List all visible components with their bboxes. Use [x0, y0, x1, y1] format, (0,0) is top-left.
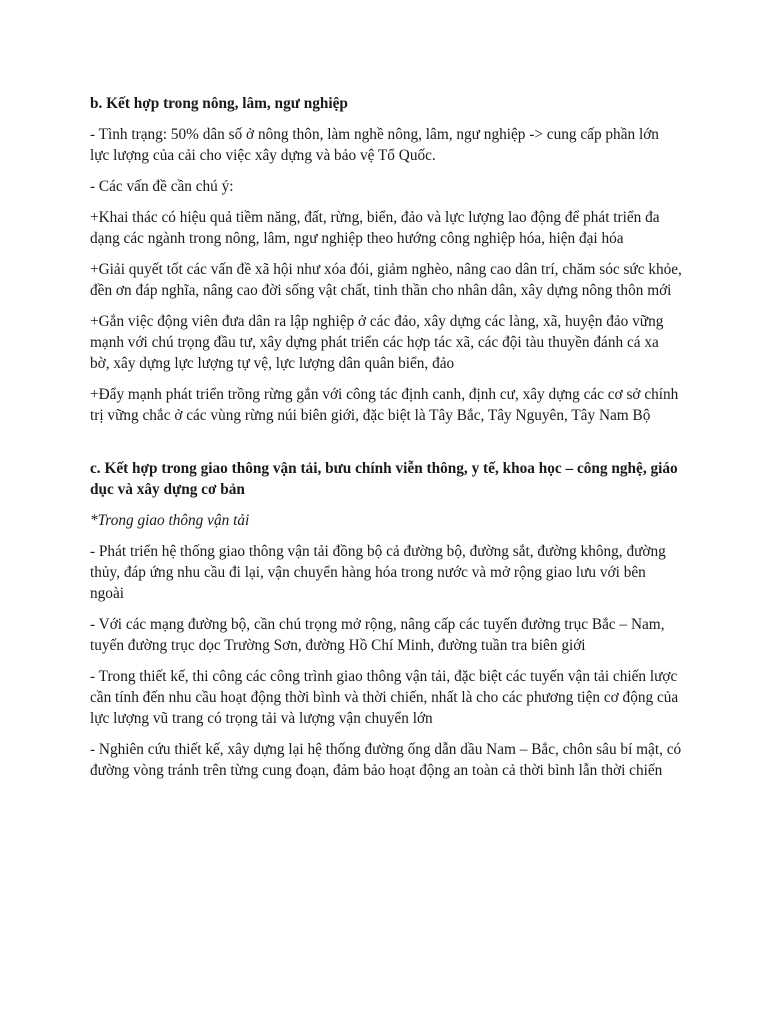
- section-b-heading: b. Kết hợp trong nông, lâm, ngư nghiệp: [90, 95, 348, 112]
- section-c-heading: c. Kết hợp trong giao thông vận tải, bưu chính viễn thông, y tế, khoa học – công nghệ, giáo dục và xây dựng cơ bản: [90, 460, 678, 498]
- section-b-paragraph: +Đẩy mạnh phát triển trồng rừng gắn với công tác định canh, định cư, xây dựng các cơ sở chính trị vững chắc ở các vùng rừng núi biên giới, đặc biệt là Tây Bắc, Tây Nguyên, Tây Nam Bộ: [90, 386, 679, 424]
- section-b-paragraph: - Tình trạng: 50% dân số ở nông thôn, làm nghề nông, lâm, ngư nghiệp -> cung cấp phần lớn lực lượng của cải cho việc xây dựng và bảo vệ Tổ Quốc.: [90, 126, 659, 164]
- section-b-paragraph: +Giải quyết tốt các vấn đề xã hội như xóa đói, giảm nghèo, nâng cao dân trí, chăm sóc sức khỏe, đền ơn đáp nghĩa, nâng cao đời sống vật chất, tinh thần cho nhân dân, xây dựng nông thôn mới: [90, 261, 682, 299]
- section-c-subheading: *Trong giao thông vận tải: [90, 512, 250, 529]
- section-c-paragraph: - Phát triển hệ thống giao thông vận tải đồng bộ cả đường bộ, đường sắt, đường không, đường thủy, đáp ứng nhu cầu đi lại, vận chuyển hàng hóa trong nước và mở rộng giao lưu với bên ngoài: [90, 543, 666, 602]
- document-body: [90, 93, 682, 791]
- section-c-paragraph: - Với các mạng đường bộ, cần chú trọng mở rộng, nâng cấp các tuyến đường trục Bắc – Nam, tuyến đường trục dọc Trường Sơn, đường Hồ Chí Minh, đường tuần tra biên giới: [90, 616, 665, 654]
- section-b-paragraph: +Gắn việc động viên đưa dân ra lập nghiệp ở các đảo, xây dựng các làng, xã, huyện đảo vững mạnh với chú trọng đầu tư, xây dựng phát triển các hợp tác xã, các đội tàu thuyền đánh cá xa bờ, xây dựng lực lượng tự vệ, lực lượng dân quân biển, đảo: [90, 313, 664, 372]
- section-c-paragraph: - Nghiên cứu thiết kế, xây dựng lại hệ thống đường ống dẫn dầu Nam – Bắc, chôn sâu bí mật, có đường vòng tránh trên từng cung đoạn, đảm bảo hoạt động an toàn cả thời bình lẫn thời chiến: [90, 741, 682, 779]
- section-c-paragraph: - Trong thiết kế, thi công các công trình giao thông vận tải, đặc biệt các tuyến vận tải chiến lược cần tính đến nhu cầu hoạt động thời bình và thời chiến, nhất là cho các phương tiện cơ động của lực lượng vũ trang có trọng tải và lượng vận chuyển lớn: [90, 668, 679, 727]
- section-b-paragraph: - Các vấn đề cần chú ý:: [90, 178, 234, 195]
- section-b-paragraph: +Khai thác có hiệu quả tiềm năng, đất, rừng, biển, đảo và lực lượng lao động để phát triển đa dạng các ngành trong nông, lâm, ngư nghiệp theo hướng công nghiệp hóa, hiện đại hóa: [90, 209, 660, 247]
